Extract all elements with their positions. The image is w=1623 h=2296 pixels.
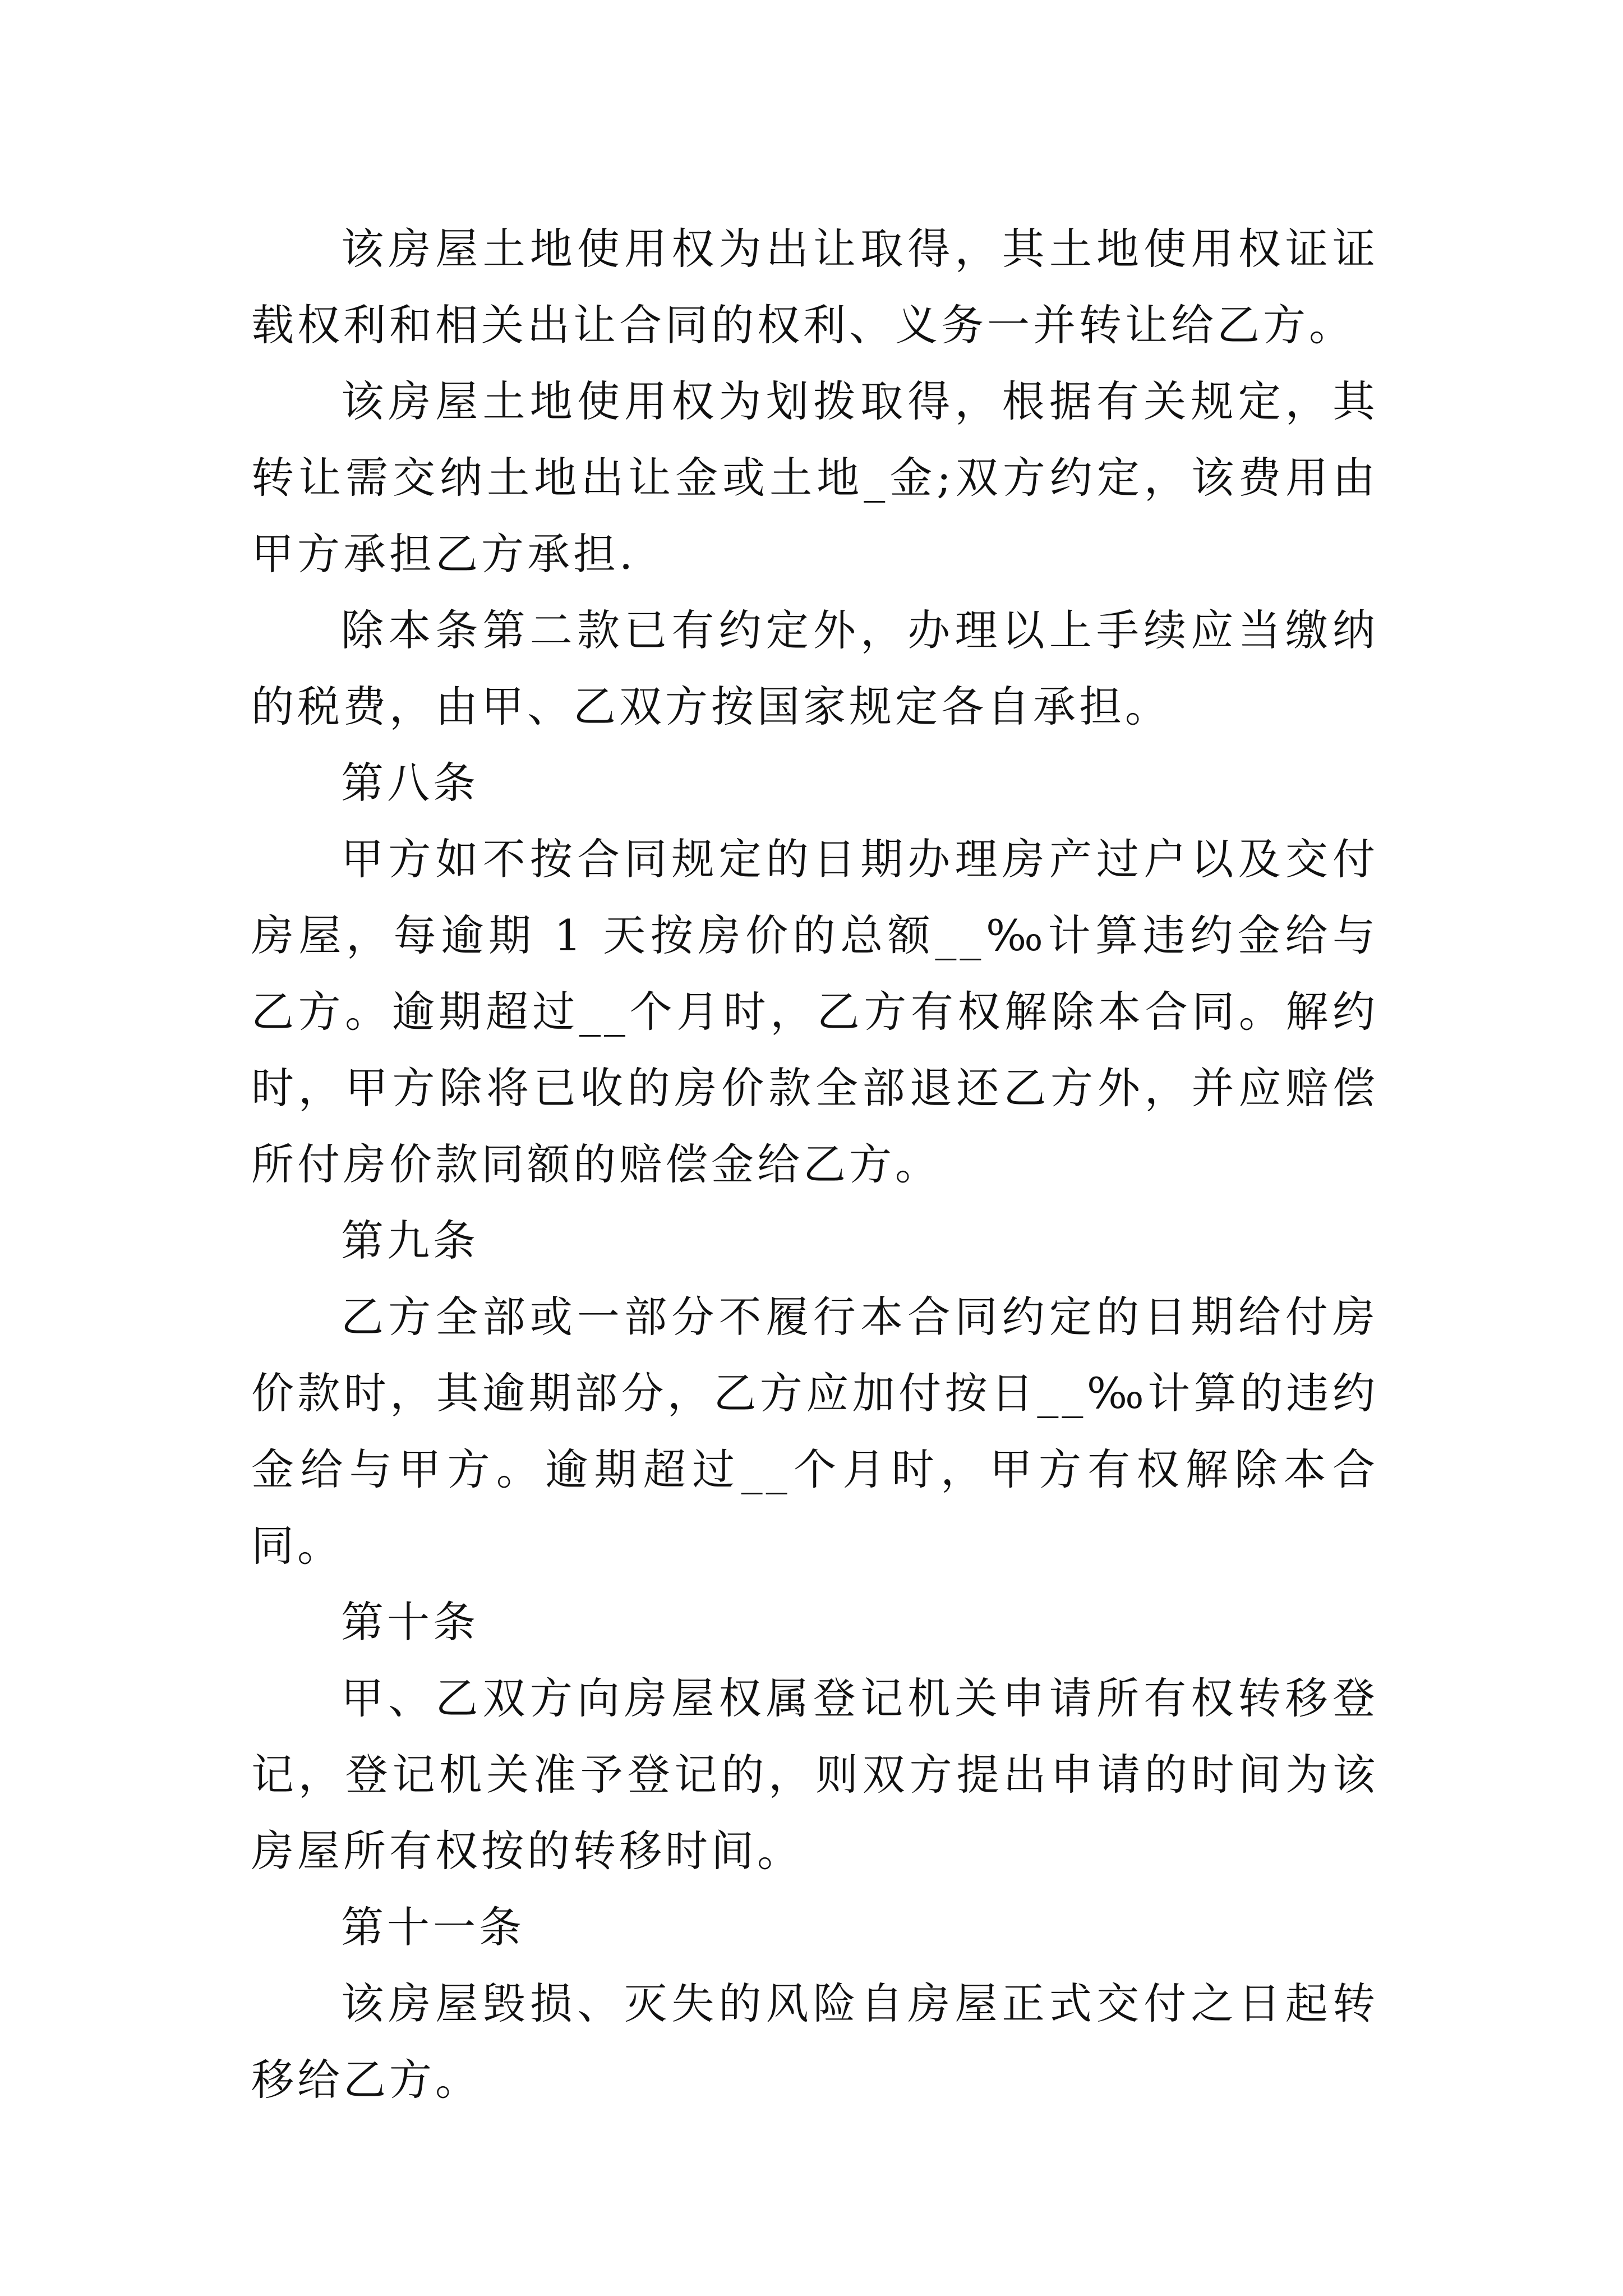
article-heading-10: 第十条 <box>341 1597 479 1647</box>
paragraph-allocated-land-fee: 该房屋土地使用权为划拨取得，根据有关规定，其转让需交纳土地出让金或土地_金;双方约定，该费用由甲方承担乙方承担. <box>251 376 1378 579</box>
paragraph-article-9: 乙方全部或一部分不履行本合同约定的日期给付房价款时，其逾期部分，乙方应加付按日__‰计算的违约金给与甲方。逾期超过__个月时，甲方有权解除本合同。 <box>251 1292 1378 1571</box>
paragraph-article-11: 该房屋毁损、灭失的风险自房屋正式交付之日起转移给乙方。 <box>251 1978 1378 2105</box>
paragraph-taxes: 除本条第二款已有约定外，办理以上手续应当缴纳的税费，由甲、乙双方按国家规定各自承担。 <box>251 605 1378 731</box>
paragraph-article-10: 甲、乙双方向房屋权属登记机关申请所有权转移登记，登记机关准予登记的，则双方提出申请的时间为该房屋所有权按的转移时间。 <box>251 1673 1378 1876</box>
article-heading-8: 第八条 <box>341 758 479 808</box>
document-body <box>251 211 1378 2118</box>
paragraph-article-8: 甲方如不按合同规定的日期办理房产过户以及交付房屋，每逾期 1 天按房价的总额__‰计算违约金给与乙方。逾期超过__个月时，乙方有权解除本合同。解约时，甲方除将已收的房价款全部退还乙方外，并应赔偿所付房价款同额的赔偿金给乙方。 <box>251 834 1378 1189</box>
paragraph-land-use-transfer: 该房屋土地使用权为出让取得，其土地使用权证证载权利和相关出让合同的权利、义务一并转让给乙方。 <box>251 224 1378 350</box>
article-heading-11: 第十一条 <box>341 1902 525 1952</box>
article-heading-9: 第九条 <box>341 1216 479 1266</box>
